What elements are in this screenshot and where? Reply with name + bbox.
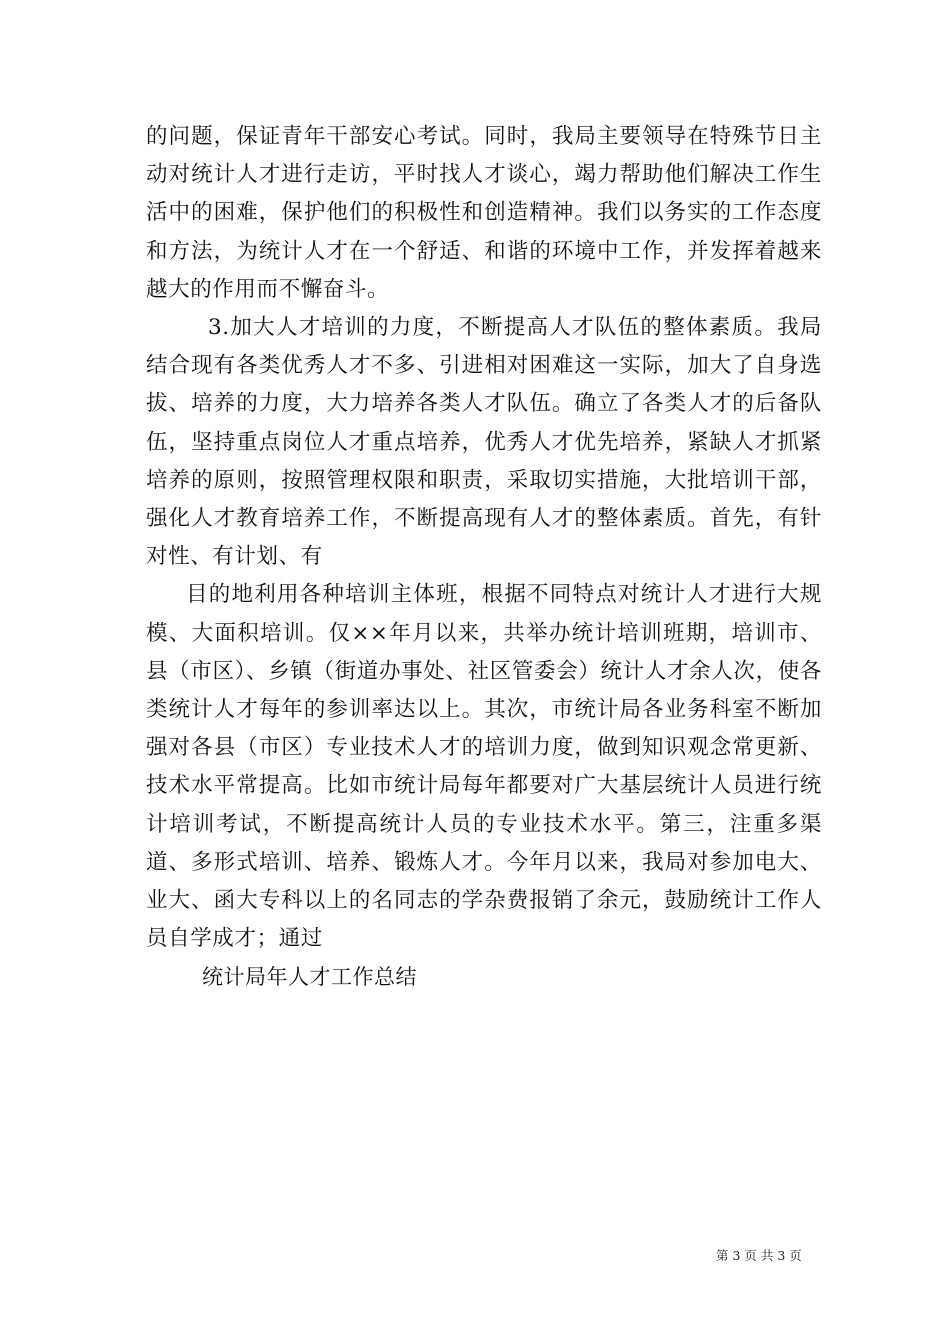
closing-title: 统计局年人才工作总结 — [202, 965, 417, 990]
paragraph-3: 目的地利用各种培训主体班，根据不同特点对统计人才进行大规模、大面积培训。仅××年月以来，共举办统计培训班期，培训市、县（市区）、乡镇（街道办事处、社区管委会）统计人才余人次，使各类统计人才每年的参训率达以上。其次，市统计局各业务科室不断加强对各县（市区）专业技术人才的培训力度，做到知识观念常更新、技术水平常提高。比如市统计局每年都要对广大基层统计人员进行统计培训考试，不断提高统计人员的专业技术水平。第三，注重多渠道、多形式培训、培养、锻炼人才。今年月以来，我局对参加电大、业大、函大专科以上的名同志的学杂费报销了余元，鼓励统计工作人员自学成才；通过 — [146, 582, 822, 952]
page-number-footer: 第 3 页 共 3 页 — [716, 1248, 802, 1263]
paragraph-1: 的问题，保证青年干部安心考试。同时，我局主要领导在特殊节日主动对统计人才进行走访，平时找人才谈心，竭力帮助他们解决工作生活中的困难，保护他们的积极性和创造精神。我们以务实的工作态度和方法，为统计人才在一个舒适、和谐的环境中工作，并发挥着越来越大的作用而不懈奋斗。 — [146, 124, 822, 302]
paragraph-2: 3.加大人才培训的力度，不断提高人才队伍的整体素质。我局结合现有各类优秀人才不多、引进相对困难这一实际，加大了自身选拔、培养的力度，大力培养各类人才队伍。确立了各类人才的后备队伍，坚持重点岗位人才重点培养，优秀人才优先培养，紧缺人才抓紧培养的原则，按照管理权限和职责，采取切实措施，大批培训干部，强化人才教育培养工作，不断提高现有人才的整体素质。首先，有针对性、有计划、有 — [146, 315, 822, 570]
document-body — [146, 118, 822, 997]
